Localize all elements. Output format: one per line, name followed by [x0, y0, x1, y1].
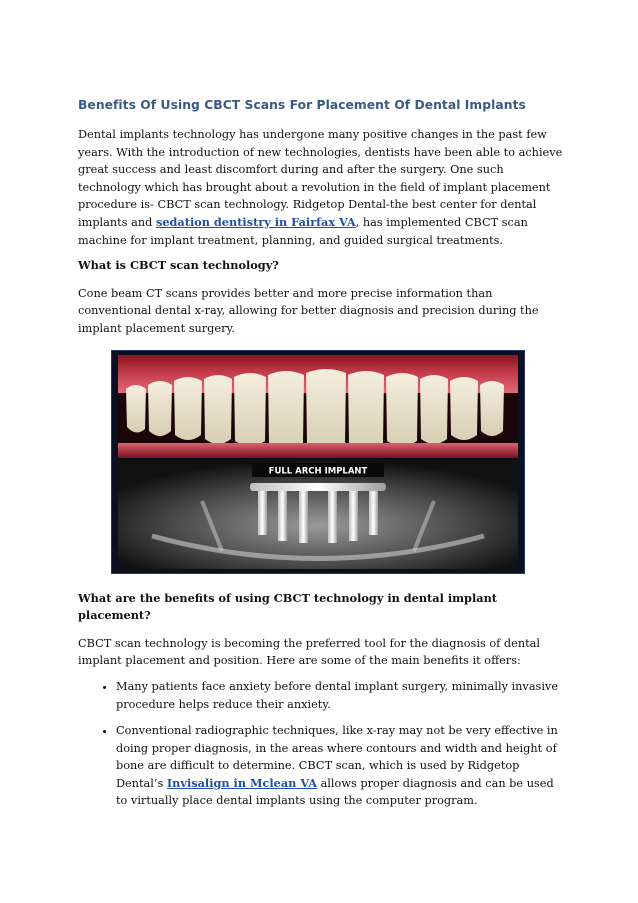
figure-label: FULL ARCH IMPLANT: [268, 466, 368, 477]
intro-text-2: , has implemented CBCT scan machine for implant treatment, planning, and guided surgical treatments.: [78, 215, 528, 247]
implant-bar: [250, 483, 386, 491]
list-item: • Many patients face anxiety before dental implant surgery, minimally invasive procedure helps reduce their anxiety.: [116, 678, 568, 713]
section-heading-cbct: What is CBCT scan technology?: [78, 258, 279, 273]
sedation-dentistry-link[interactable]: sedation dentistry in Fairfax VA: [155, 214, 356, 229]
section-heading-benefits: What are the benefits of using CBCT technology in dental implant placement?: [78, 590, 497, 623]
invisalign-link[interactable]: Invisalign in Mclean VA: [166, 775, 317, 790]
full-arch-implant-image: [111, 350, 525, 574]
intro-paragraph: [78, 126, 568, 249]
list-item: [116, 722, 568, 810]
intro-text-1: Dental implants technology has undergone many positive changes in the past few years. With the introduction of new technologies, dentists have been able to achieve great success and least discomfort during and after the surgery. One such technology which has brought about a revolution in the field of implant placement procedure is- CBCT scan technology. Ridgetop Dental-the best center for dental implants and: [78, 128, 563, 229]
document-content: [78, 98, 568, 819]
bullet2-text-1: Conventional radiographic techniques, like x-ray may not be very effective in doing proper diagnosis, in the areas where contours and width and height of bone are difficult to determine. CBCT scan, which is used by Ridgetop Dental’s: [116, 724, 558, 790]
section-body-benefits: CBCT scan technology is becoming the preferred tool for the diagnosis of dental implant placement and position. Here are some of the main benefits it offers:: [78, 636, 540, 668]
document-title: Benefits Of Using CBCT Scans For Placement Of Dental Implants: [78, 98, 526, 112]
section-body-cbct: Cone beam CT scans provides better and more precise information than conventional dental x-ray, allowing for better diagnosis and precision during the implant placement surgery.: [78, 286, 539, 335]
bullet2-text-2: allows proper diagnosis and can be used to virtually place dental implants using the computer program.: [116, 776, 554, 808]
benefits-list: [78, 678, 568, 810]
dental-illustration: [112, 351, 524, 573]
